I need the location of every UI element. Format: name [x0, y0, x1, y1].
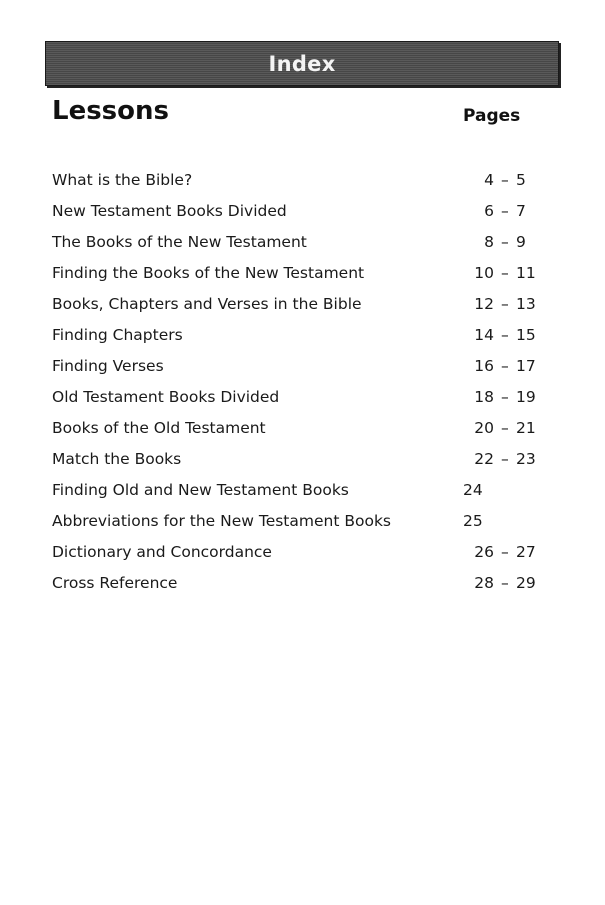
- lesson-title: Abbreviations for the New Testament Books: [52, 512, 391, 530]
- page-dash: –: [501, 264, 509, 282]
- lesson-row: [52, 230, 552, 254]
- lesson-pages: [463, 354, 543, 378]
- lesson-pages: [463, 385, 543, 409]
- lesson-row: [52, 354, 552, 378]
- lesson-title: New Testament Books Divided: [52, 202, 287, 220]
- lesson-row: [52, 447, 552, 471]
- page-dash: –: [501, 357, 509, 375]
- page-end: 19: [516, 388, 536, 406]
- page-dash: –: [501, 326, 509, 344]
- lesson-title: Books, Chapters and Verses in the Bible: [52, 295, 362, 313]
- page-start: 14: [474, 326, 494, 344]
- page-end: 21: [516, 419, 536, 437]
- page-end: 13: [516, 295, 536, 313]
- page-dash: –: [501, 419, 509, 437]
- page-start: 20: [474, 419, 494, 437]
- lesson-row: [52, 261, 552, 285]
- lesson-pages: [463, 416, 543, 440]
- page-end: 11: [516, 264, 536, 282]
- index-header-bar: [45, 41, 559, 86]
- lesson-pages: [463, 478, 543, 502]
- lesson-title: Cross Reference: [52, 574, 178, 592]
- lesson-pages: [463, 509, 543, 533]
- page-end: 5: [516, 171, 526, 189]
- page-end: 23: [516, 450, 536, 468]
- page-start: 4: [484, 171, 494, 189]
- page-end: 7: [516, 202, 526, 220]
- page-end: 9: [516, 233, 526, 251]
- lesson-row: [52, 478, 552, 502]
- pages-heading: Pages: [463, 106, 521, 126]
- lesson-row: [52, 571, 552, 595]
- page-start: 24: [463, 481, 483, 499]
- page-dash: –: [501, 171, 509, 189]
- lesson-pages: [463, 168, 543, 192]
- page-start: 18: [474, 388, 494, 406]
- lesson-title: Old Testament Books Divided: [52, 388, 280, 406]
- lesson-title: Finding the Books of the New Testament: [52, 264, 365, 282]
- lesson-title: Finding Chapters: [52, 326, 183, 344]
- lesson-row: [52, 416, 552, 440]
- page-start: 10: [474, 264, 494, 282]
- lesson-pages: [463, 323, 543, 347]
- page-start: 28: [474, 574, 494, 592]
- lesson-title: Finding Verses: [52, 357, 164, 375]
- page-dash: –: [501, 450, 509, 468]
- page-start: 16: [474, 357, 494, 375]
- lesson-title: The Books of the New Testament: [52, 233, 307, 251]
- page-start: 8: [484, 233, 494, 251]
- page-start: 22: [474, 450, 494, 468]
- lesson-title: Books of the Old Testament: [52, 419, 266, 437]
- lesson-title: What is the Bible?: [52, 171, 193, 189]
- page-start: 12: [474, 295, 494, 313]
- lesson-row: [52, 323, 552, 347]
- index-title: Index: [268, 51, 336, 76]
- lesson-title: Match the Books: [52, 450, 182, 468]
- lesson-row: [52, 385, 552, 409]
- page-end: 15: [516, 326, 536, 344]
- page-dash: –: [501, 543, 509, 561]
- page-end: 27: [516, 543, 536, 561]
- lesson-pages: [463, 540, 543, 564]
- page-dash: –: [501, 295, 509, 313]
- lessons-heading: Lessons: [52, 96, 169, 126]
- page-end: 17: [516, 357, 536, 375]
- page-dash: –: [501, 574, 509, 592]
- lesson-title: Finding Old and New Testament Books: [52, 481, 349, 499]
- page-dash: –: [501, 233, 509, 251]
- page-dash: –: [501, 202, 509, 220]
- lesson-title: Dictionary and Concordance: [52, 543, 272, 561]
- page-start: 6: [484, 202, 494, 220]
- lesson-pages: [463, 230, 543, 254]
- page-start: 26: [474, 543, 494, 561]
- page-dash: –: [501, 388, 509, 406]
- lesson-pages: [463, 199, 543, 223]
- lesson-pages: [463, 571, 543, 595]
- lesson-row: [52, 509, 552, 533]
- page-end: 29: [516, 574, 536, 592]
- lesson-row: [52, 292, 552, 316]
- lesson-pages: [463, 292, 543, 316]
- lesson-row: [52, 540, 552, 564]
- lesson-row: [52, 199, 552, 223]
- lesson-pages: [463, 447, 543, 471]
- page-start: 25: [463, 512, 483, 530]
- lesson-pages: [463, 261, 543, 285]
- lesson-row: [52, 168, 552, 192]
